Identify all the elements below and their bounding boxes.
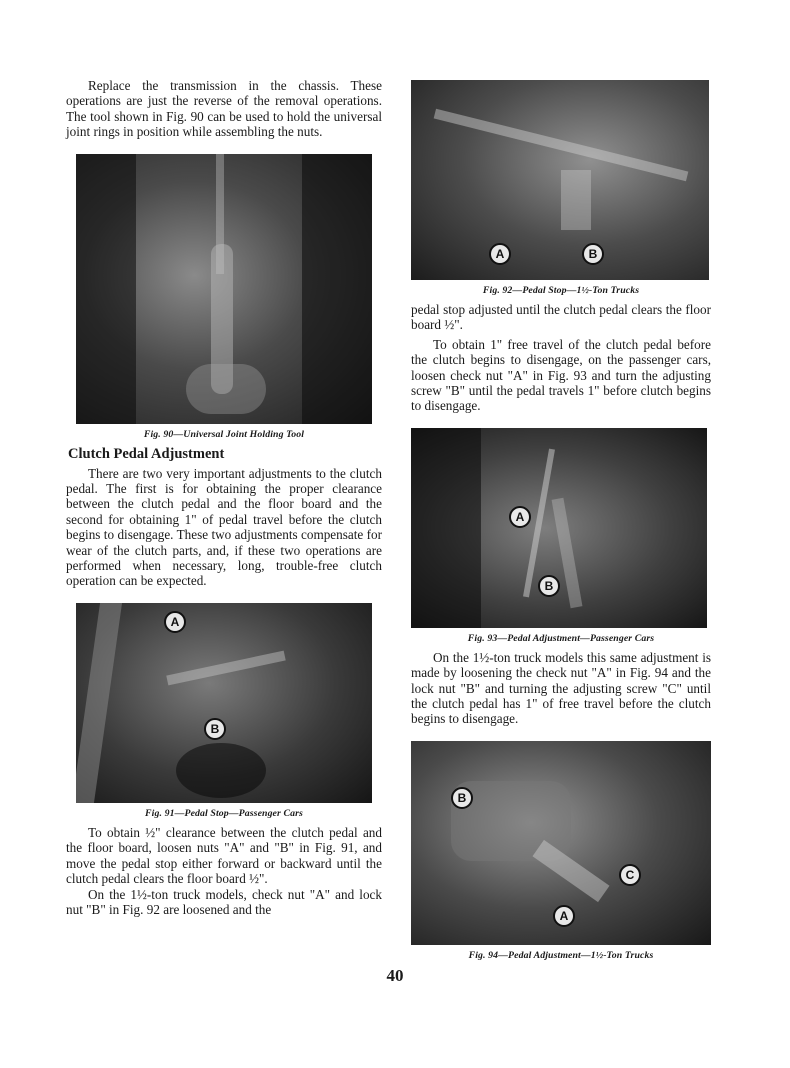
fig92-caption: Fig. 92—Pedal Stop—1½-Ton Trucks <box>482 285 640 296</box>
continued-paragraph: pedal stop adjusted until the clutch pedal clears the floor board ½". <box>411 302 711 333</box>
free-travel-paragraph: To obtain 1" free travel of the clutch pedal before the clutch begins to disengage, on the passenger cars, loosen check nut "A" in Fig. 93 and turn the adjusting screw "B" until the pedal travels 1" before clutch begins to disengage. <box>411 336 711 414</box>
fig91-marker-b: B <box>204 718 226 740</box>
fig91-marker-a: A <box>164 611 186 633</box>
fig93-photo <box>411 428 707 628</box>
clutch-paragraph: There are two very important adjustments to the clutch pedal. The first is for obtaining the proper clearance between the clutch pedal and the floor board and the second for obtaining 1" of pedal travel before the clutch begins to disengage. These two adjustments compensate for wear of the clutch parts, and, if these two operations are performed when necessary, long, trouble-free clutch operation can be expected. <box>66 465 382 589</box>
fig94-marker-a: A <box>553 905 575 927</box>
fig94-photo <box>411 741 711 945</box>
fig93-marker-b: B <box>538 575 560 597</box>
truck-paragraph: On the 1½-ton truck models, check nut "A" and lock nut "B" in Fig. 92 are loosened and the <box>66 886 382 917</box>
obtain-paragraph: To obtain ½" clearance between the clutch pedal and the floor board, loosen nuts "A" and "B" in Fig. 91, and move the pedal stop either forward or backward until the clutch pedal clears the floor board ½". <box>66 824 382 887</box>
fig93-caption: Fig. 93—Pedal Adjustment—Passenger Cars <box>467 632 655 644</box>
fig93-marker-a: A <box>509 506 531 528</box>
fig91-caption: Fig. 91—Pedal Stop—Passenger Cars <box>145 807 303 819</box>
fig94-marker-b: B <box>451 787 473 809</box>
intro-paragraph: Replace the transmission in the chassis. These operations are just the reverse of the removal operations. The tool shown in Fig. 90 can be used to hold the universal joint rings in position while assembling the nuts. <box>66 78 382 140</box>
fig94-caption: Fig. 94—Pedal Adjustment—1½-Ton Trucks <box>468 949 654 961</box>
right-column <box>411 78 711 967</box>
fig90-caption: Fig. 90—Universal Joint Holding Tool <box>143 428 305 440</box>
page-number: 40 <box>386 966 404 985</box>
fig92-marker-a: A <box>489 243 511 265</box>
fig92-photo <box>411 80 709 280</box>
fig94-marker-c: C <box>619 864 641 886</box>
fig90-photo <box>76 154 372 424</box>
truck-adjust-paragraph: On the 1½-ton truck models this same adjustment is made by loosening the check nut "A" in Fig. 94 and the lock nut "B" and turning the adjusting screw "C" until the clutch pedal has 1" of free travel before the clutch begins to disengage. <box>411 649 711 727</box>
section-heading: Clutch Pedal Adjustment <box>68 445 225 462</box>
left-column <box>66 78 382 917</box>
fig92-marker-b: B <box>582 243 604 265</box>
fig91-photo <box>76 603 372 803</box>
